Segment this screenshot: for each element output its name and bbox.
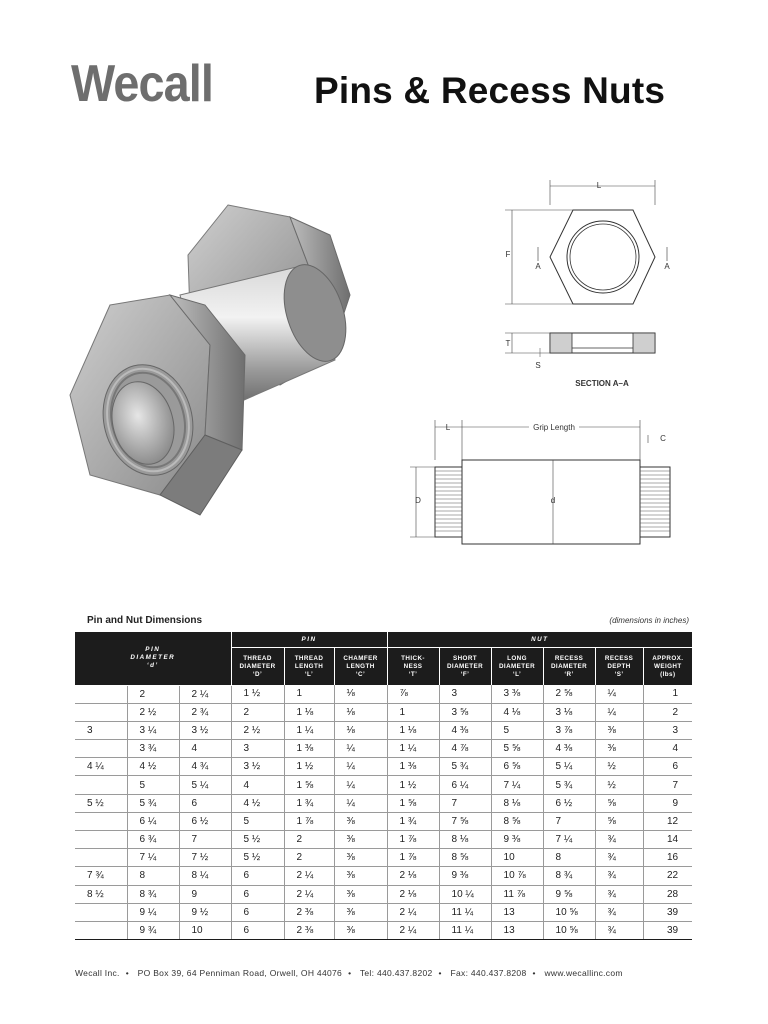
- table-cell: 6 ⅝: [491, 758, 543, 776]
- table-cell: [75, 831, 127, 849]
- table-cell: 8 ¾: [543, 867, 595, 885]
- table-cell: 2 ¾: [179, 703, 231, 721]
- table-cell: 5: [491, 721, 543, 739]
- table-cell: 2 ¼: [284, 885, 334, 903]
- table-cell: 9 ¾: [127, 921, 179, 939]
- nut-drawing: [495, 175, 675, 395]
- table-cell: 4: [643, 740, 692, 758]
- pin-and-nut-photo: [30, 195, 430, 535]
- table-cell: 3 ½: [231, 758, 284, 776]
- table-cell: 8 ⅝: [491, 812, 543, 830]
- table-cell: 7: [439, 794, 491, 812]
- table-cell: 3: [75, 721, 127, 739]
- page-title: Pins & Recess Nuts: [314, 70, 666, 111]
- table-row: [75, 849, 692, 867]
- table-cell: 4 ⅞: [439, 740, 491, 758]
- table-cell: [75, 903, 127, 921]
- table-cell: 1 ⅞: [387, 849, 439, 867]
- table-cell: 1 ¾: [284, 794, 334, 812]
- table-row: [75, 812, 692, 830]
- footer-web[interactable]: www.wecallinc.com: [544, 968, 623, 978]
- table-cell: 39: [643, 921, 692, 939]
- table-cell: 2 ⅝: [543, 685, 595, 703]
- table-cell: ⅛: [334, 721, 387, 739]
- table-cell: ⅜: [595, 721, 643, 739]
- table-cell: 7 ¾: [75, 867, 127, 885]
- table-cell: 22: [643, 867, 692, 885]
- table-row: [75, 703, 692, 721]
- table-cell: 3 ⅜: [491, 685, 543, 703]
- table-cell: 6: [179, 794, 231, 812]
- table-cell: 8 ⅛: [439, 831, 491, 849]
- table-cell: 28: [643, 885, 692, 903]
- table-title: Pin and Nut Dimensions: [87, 615, 203, 626]
- table-cell: 14: [643, 831, 692, 849]
- nut-t-label: T: [505, 339, 511, 348]
- table-cell: 7 ¼: [127, 849, 179, 867]
- table-cell: ¼: [595, 685, 643, 703]
- table-cell: 3: [231, 740, 284, 758]
- section-caption: SECTION A–A: [575, 379, 629, 388]
- table-cell: 7: [543, 812, 595, 830]
- footer-contact: Wecall Inc. • PO Box 39, 64 Penniman Road, Orwell, OH 44076 • Tel: 440.437.8202 • Fax: 440.437.8208 • www.wecallinc.com: [75, 968, 623, 978]
- table-cell: 11 ¼: [439, 921, 491, 939]
- table-cell: 1 ⅜: [387, 758, 439, 776]
- table-cell: 10: [179, 921, 231, 939]
- table-cell: 9 ⅜: [491, 831, 543, 849]
- table-cell: 1 ½: [231, 685, 284, 703]
- grip-length-label: Grip Length: [533, 423, 575, 432]
- table-cell: 1 ¼: [284, 721, 334, 739]
- table-row: [75, 685, 692, 703]
- table-cell: 2 ⅜: [284, 903, 334, 921]
- col-long-diameter: LONG DIAMETER ‘L’: [491, 648, 543, 686]
- table-cell: ⅝: [595, 812, 643, 830]
- table-cell: 5 ¼: [179, 776, 231, 794]
- table-cell: 7 ¼: [491, 776, 543, 794]
- table-row: [75, 758, 692, 776]
- table-cell: 1 ⅝: [284, 776, 334, 794]
- company-logo: Wecall: [71, 55, 214, 113]
- col-pin-diameter: PIN DIAMETER ‘d’: [75, 632, 231, 685]
- table-cell: ¾: [595, 903, 643, 921]
- table-cell: 4: [179, 740, 231, 758]
- table-cell: 4 ⅜: [543, 740, 595, 758]
- table-cell: 10 ¼: [439, 885, 491, 903]
- table-cell: 3 ½: [179, 721, 231, 739]
- table-cell: ¼: [334, 794, 387, 812]
- table-cell: 1 ⅝: [387, 794, 439, 812]
- table-cell: ¼: [595, 703, 643, 721]
- table-cell: 6 ½: [543, 794, 595, 812]
- table-cell: ¾: [595, 849, 643, 867]
- col-thickness: THICK- NESS ‘T’: [387, 648, 439, 686]
- table-cell: 9: [179, 885, 231, 903]
- nut-f-label: F: [505, 250, 511, 259]
- table-cell: 1 ⅞: [387, 831, 439, 849]
- table-cell: ⅜: [334, 849, 387, 867]
- table-cell: 5 ¾: [543, 776, 595, 794]
- table-cell: 2 ¼: [179, 685, 231, 703]
- table-cell: 6: [643, 758, 692, 776]
- pin-d-thread-label: D: [415, 496, 421, 505]
- table-cell: 3: [439, 685, 491, 703]
- table-row: [75, 885, 692, 903]
- table-row: [75, 831, 692, 849]
- table-row: [75, 903, 692, 921]
- pin-drawing: [405, 415, 695, 550]
- table-units-note: (dimensions in inches): [609, 616, 689, 625]
- table-cell: 2 ⅛: [387, 867, 439, 885]
- table-cell: 4 ½: [127, 758, 179, 776]
- table-cell: ½: [595, 776, 643, 794]
- table-cell: 4 ¼: [75, 758, 127, 776]
- table-cell: 7 ⅝: [439, 812, 491, 830]
- table-cell: ⅜: [334, 831, 387, 849]
- table-cell: 5: [231, 812, 284, 830]
- table-cell: 2 ⅜: [284, 921, 334, 939]
- table-cell: 5 ¼: [543, 758, 595, 776]
- table-cell: 1 ¼: [387, 740, 439, 758]
- table-body: [75, 685, 692, 940]
- table-cell: 2: [643, 703, 692, 721]
- col-recess-depth: RECESS DEPTH ‘S’: [595, 648, 643, 686]
- table-cell: 7: [179, 831, 231, 849]
- footer-fax: Fax: 440.437.8208: [450, 968, 527, 978]
- table-cell: 5 ⅝: [491, 740, 543, 758]
- table-cell: 11 ¼: [439, 903, 491, 921]
- table-cell: ⅜: [334, 921, 387, 939]
- table-cell: 1 ¾: [387, 812, 439, 830]
- table-cell: ⅜: [334, 867, 387, 885]
- col-thread-diameter: THREAD DIAMETER ‘D’: [231, 648, 284, 686]
- table-cell: 13: [491, 903, 543, 921]
- table-cell: 1 ½: [387, 776, 439, 794]
- nut-l-label: L: [596, 181, 602, 190]
- table-row: [75, 721, 692, 739]
- table-cell: 6: [231, 867, 284, 885]
- pin-d-diameter-label: d: [550, 496, 556, 505]
- group-pin: PIN: [231, 632, 387, 648]
- table-cell: ⅛: [334, 685, 387, 703]
- table-cell: 2 ½: [127, 703, 179, 721]
- table-cell: 10 ⅝: [543, 921, 595, 939]
- table-cell: 8: [543, 849, 595, 867]
- table-cell: 3 ⅞: [543, 721, 595, 739]
- table-cell: 13: [491, 921, 543, 939]
- table-cell: 7: [643, 776, 692, 794]
- table-cell: 5 ½: [231, 849, 284, 867]
- table-cell: 9 ⅜: [439, 867, 491, 885]
- table-cell: 1 ⅛: [387, 721, 439, 739]
- table-cell: 16: [643, 849, 692, 867]
- table-cell: 4 ⅜: [439, 721, 491, 739]
- table-cell: 1: [284, 685, 334, 703]
- table-cell: ⅜: [595, 740, 643, 758]
- table-cell: 6 ¼: [127, 812, 179, 830]
- table-cell: 5 ½: [231, 831, 284, 849]
- table-cell: 10 ⅞: [491, 867, 543, 885]
- table-row: [75, 867, 692, 885]
- col-recess-diameter: RECESS DIAMETER ‘R’: [543, 648, 595, 686]
- col-thread-length: THREAD LENGTH ‘L’: [284, 648, 334, 686]
- table-group-header: [75, 632, 692, 648]
- table-cell: 3 ⅛: [543, 703, 595, 721]
- table-cell: 6: [231, 885, 284, 903]
- table-cell: 5 ¾: [439, 758, 491, 776]
- table-cell: 5: [127, 776, 179, 794]
- table-cell: 8: [127, 867, 179, 885]
- table-cell: 8 ½: [75, 885, 127, 903]
- table-cell: 6 ½: [179, 812, 231, 830]
- table-cell: 2: [127, 685, 179, 703]
- table-cell: 2 ⅛: [387, 885, 439, 903]
- table-cell: ¾: [595, 885, 643, 903]
- table-cell: 8 ⅛: [491, 794, 543, 812]
- table-cell: ⅜: [334, 903, 387, 921]
- table-cell: ¾: [595, 921, 643, 939]
- col-chamfer-length: CHAMFER LENGTH ‘C’: [334, 648, 387, 686]
- footer-company: Wecall Inc.: [75, 968, 120, 978]
- table-cell: 6: [231, 903, 284, 921]
- col-approx-weight: APPROX. WEIGHT (lbs): [643, 648, 692, 686]
- table-cell: 3: [643, 721, 692, 739]
- nut-s-label: S: [535, 361, 541, 370]
- col-short-diameter: SHORT DIAMETER ‘F’: [439, 648, 491, 686]
- table-cell: 12: [643, 812, 692, 830]
- table-cell: 3 ⅝: [439, 703, 491, 721]
- table-cell: ¾: [595, 831, 643, 849]
- table-cell: 7 ¼: [543, 831, 595, 849]
- table-cell: [75, 812, 127, 830]
- table-cell: 11 ⅞: [491, 885, 543, 903]
- section-a-right: A: [664, 262, 670, 271]
- table-cell: [75, 703, 127, 721]
- table-cell: ⅛: [334, 703, 387, 721]
- table-cell: [75, 776, 127, 794]
- table-cell: 2: [284, 831, 334, 849]
- table-cell: 2 ¼: [284, 867, 334, 885]
- table-cell: 1 ⅛: [284, 703, 334, 721]
- table-cell: 1 ½: [284, 758, 334, 776]
- table-cell: ⅝: [595, 794, 643, 812]
- table-cell: ¾: [595, 867, 643, 885]
- table-cell: [75, 685, 127, 703]
- table-row: [75, 776, 692, 794]
- table-row: [75, 794, 692, 812]
- table-cell: [75, 740, 127, 758]
- table-cell: 8 ¾: [127, 885, 179, 903]
- table-row: [75, 740, 692, 758]
- table-cell: ¼: [334, 758, 387, 776]
- table-cell: 7 ½: [179, 849, 231, 867]
- table-cell: 3 ¼: [127, 721, 179, 739]
- table-cell: 9 ¼: [127, 903, 179, 921]
- table-cell: ⅜: [334, 885, 387, 903]
- table-cell: 4 ½: [231, 794, 284, 812]
- table-cell: [75, 921, 127, 939]
- table-cell: 8 ¼: [179, 867, 231, 885]
- table-cell: 9: [643, 794, 692, 812]
- section-a-left: A: [535, 262, 541, 271]
- table-cell: 2: [231, 703, 284, 721]
- footer-address: PO Box 39, 64 Penniman Road, Orwell, OH 44076: [137, 968, 343, 978]
- table-cell: ¼: [334, 776, 387, 794]
- table-cell: 3 ¾: [127, 740, 179, 758]
- table-cell: 10: [491, 849, 543, 867]
- group-nut: NUT: [387, 632, 692, 648]
- table-cell: 10 ⅝: [543, 903, 595, 921]
- table-cell: 1: [387, 703, 439, 721]
- pin-l-label: L: [445, 423, 451, 432]
- table-row: [75, 921, 692, 939]
- table-cell: 9 ½: [179, 903, 231, 921]
- table-cell: 2 ¼: [387, 921, 439, 939]
- table-cell: 5 ½: [75, 794, 127, 812]
- table-cell: 2: [284, 849, 334, 867]
- table-cell: ⅜: [334, 812, 387, 830]
- table-cell: 9 ⅝: [543, 885, 595, 903]
- table-cell: 1: [643, 685, 692, 703]
- table-cell: 1 ⅜: [284, 740, 334, 758]
- footer-tel: Tel: 440.437.8202: [359, 968, 433, 978]
- table-cell: 5 ¾: [127, 794, 179, 812]
- pin-c-label: C: [660, 434, 666, 443]
- table-cell: 2 ½: [231, 721, 284, 739]
- table-cell: 39: [643, 903, 692, 921]
- table-cell: 6 ¾: [127, 831, 179, 849]
- pin-nut-dimension-table: [75, 632, 692, 940]
- table-cell: 4 ⅛: [491, 703, 543, 721]
- table-cell: ¼: [334, 740, 387, 758]
- table-cell: ⅞: [387, 685, 439, 703]
- table-cell: 4 ¾: [179, 758, 231, 776]
- table-cell: 2 ¼: [387, 903, 439, 921]
- table-cell: 4: [231, 776, 284, 794]
- table-cell: 6: [231, 921, 284, 939]
- table-cell: 8 ⅝: [439, 849, 491, 867]
- table-cell: [75, 849, 127, 867]
- table-cell: ½: [595, 758, 643, 776]
- table-cell: 6 ¼: [439, 776, 491, 794]
- table-cell: 1 ⅞: [284, 812, 334, 830]
